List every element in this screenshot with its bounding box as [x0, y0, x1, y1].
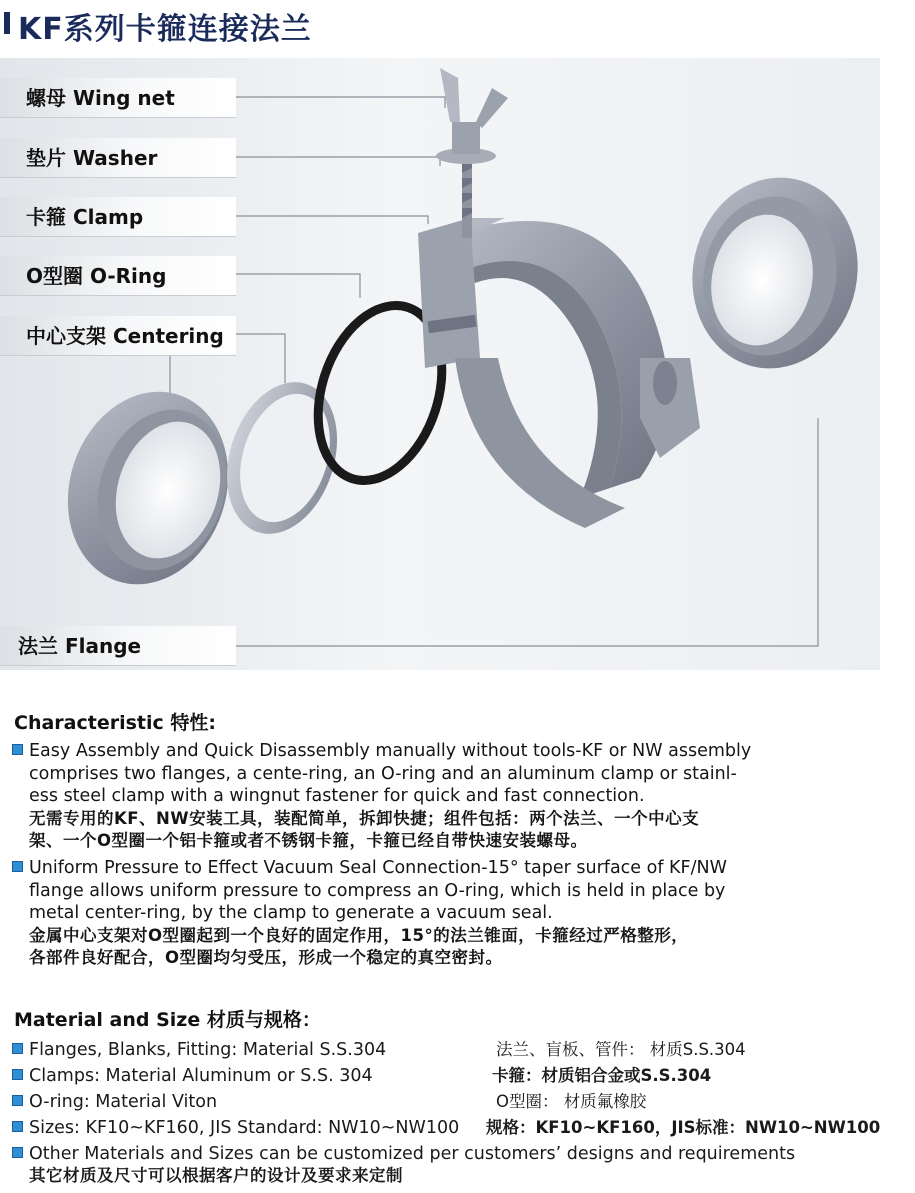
- material-row-cn: O型圈： 材质氟橡胶: [496, 1092, 647, 1111]
- item1-line1: Easy Assembly and Quick Disassembly manually without tools-KF or NW assembly: [29, 741, 752, 761]
- clamp-shape: [418, 218, 700, 528]
- material-other: [12, 1143, 912, 1187]
- bullet-icon: [12, 1147, 23, 1158]
- item1-line3: ess steel clamp with a wingnut fastener for quick and fast connection.: [29, 786, 645, 806]
- material-other-en: Other Materials and Sizes can be customized per customers’ designs and requirements: [29, 1144, 796, 1164]
- material-row-cn: 规格：KF10~KF160，JIS标准：NW10~NW100: [486, 1118, 881, 1137]
- label-centering: 中心支架 Centering: [0, 316, 236, 356]
- material-row: [12, 1115, 912, 1141]
- material-row-cn: 法兰、盲板、管件： 材质S.S.304: [496, 1040, 746, 1059]
- material-heading: Material and Size 材质与规格：: [14, 1009, 321, 1031]
- material-other-zh: 其它材质及尺寸可以根据客户的设计及要求来定制: [29, 1166, 403, 1185]
- material-row-en: Sizes: KF10~KF160, JIS Standard: NW10~NW100: [29, 1118, 460, 1138]
- item2-zh1: 金属中心支架对O型圈起到一个良好的固定作用，15°的法兰锥面，卡箍经过严格整形，: [29, 925, 689, 945]
- title-bar: [0, 0, 915, 50]
- label-wing-nut: 螺母 Wing net: [0, 78, 236, 118]
- bullet-icon: [12, 1069, 23, 1080]
- item2-zh2: 各部件良好配合，O型圈均匀受压，形成一个稳定的真空密封。: [29, 948, 503, 967]
- bullet-icon: [12, 744, 23, 755]
- material-row-en: Flanges, Blanks, Fitting: Material S.S.304: [29, 1040, 387, 1060]
- bullet-icon: [12, 1043, 23, 1054]
- left-flange-shape: [44, 371, 253, 606]
- right-flange-shape: [675, 162, 875, 384]
- bullet-icon: [12, 1121, 23, 1132]
- characteristic-heading: Characteristic 特性:: [14, 712, 216, 734]
- wingnut-shape: [436, 68, 508, 238]
- label-washer: 垫片 Washer: [0, 138, 236, 178]
- characteristic-item-2: [12, 857, 902, 970]
- item1-zh1: 无需专用的KF、NW安装工具，装配简单，拆卸快捷；组件包括：两个法兰、一个中心支: [29, 808, 700, 828]
- material-row: [12, 1063, 912, 1089]
- bullet-icon: [12, 1095, 23, 1106]
- material-row-en: Clamps: Material Aluminum or S.S. 304: [29, 1066, 373, 1086]
- label-clamp: 卡箍 Clamp: [0, 197, 236, 237]
- item2-line2: flange allows uniform pressure to compress an O-ring, which is held in place by: [29, 880, 726, 901]
- label-o-ring: O型圈 O-Ring: [0, 256, 236, 296]
- item2-line1: Uniform Pressure to Effect Vacuum Seal Connection-15° taper surface of KF/NW: [29, 858, 727, 878]
- material-row: [12, 1089, 912, 1115]
- page-title: KF系列卡箍连接法兰: [18, 12, 312, 47]
- item1-zh2: 架、一个O型圈一个铝卡箍或者不锈钢卡箍，卡箍已经自带快速安装螺母。: [29, 831, 588, 850]
- item1-line2: comprises two flanges, a cente-ring, an O-ring and an aluminum clamp or stainl-: [29, 763, 737, 784]
- bullet-icon: [12, 861, 23, 872]
- material-row: [12, 1037, 912, 1063]
- centering-ring-shape: [208, 368, 355, 549]
- item2-line3: metal center-ring, by the clamp to generate a vacuum seal.: [29, 903, 553, 923]
- label-flange: 法兰 Flange: [0, 626, 236, 666]
- title-marker: [4, 12, 10, 34]
- material-row-en: O-ring: Material Viton: [29, 1092, 218, 1112]
- material-row-cn: 卡箍：材质铝合金或S.S.304: [492, 1066, 712, 1085]
- characteristic-item-1: [12, 740, 902, 853]
